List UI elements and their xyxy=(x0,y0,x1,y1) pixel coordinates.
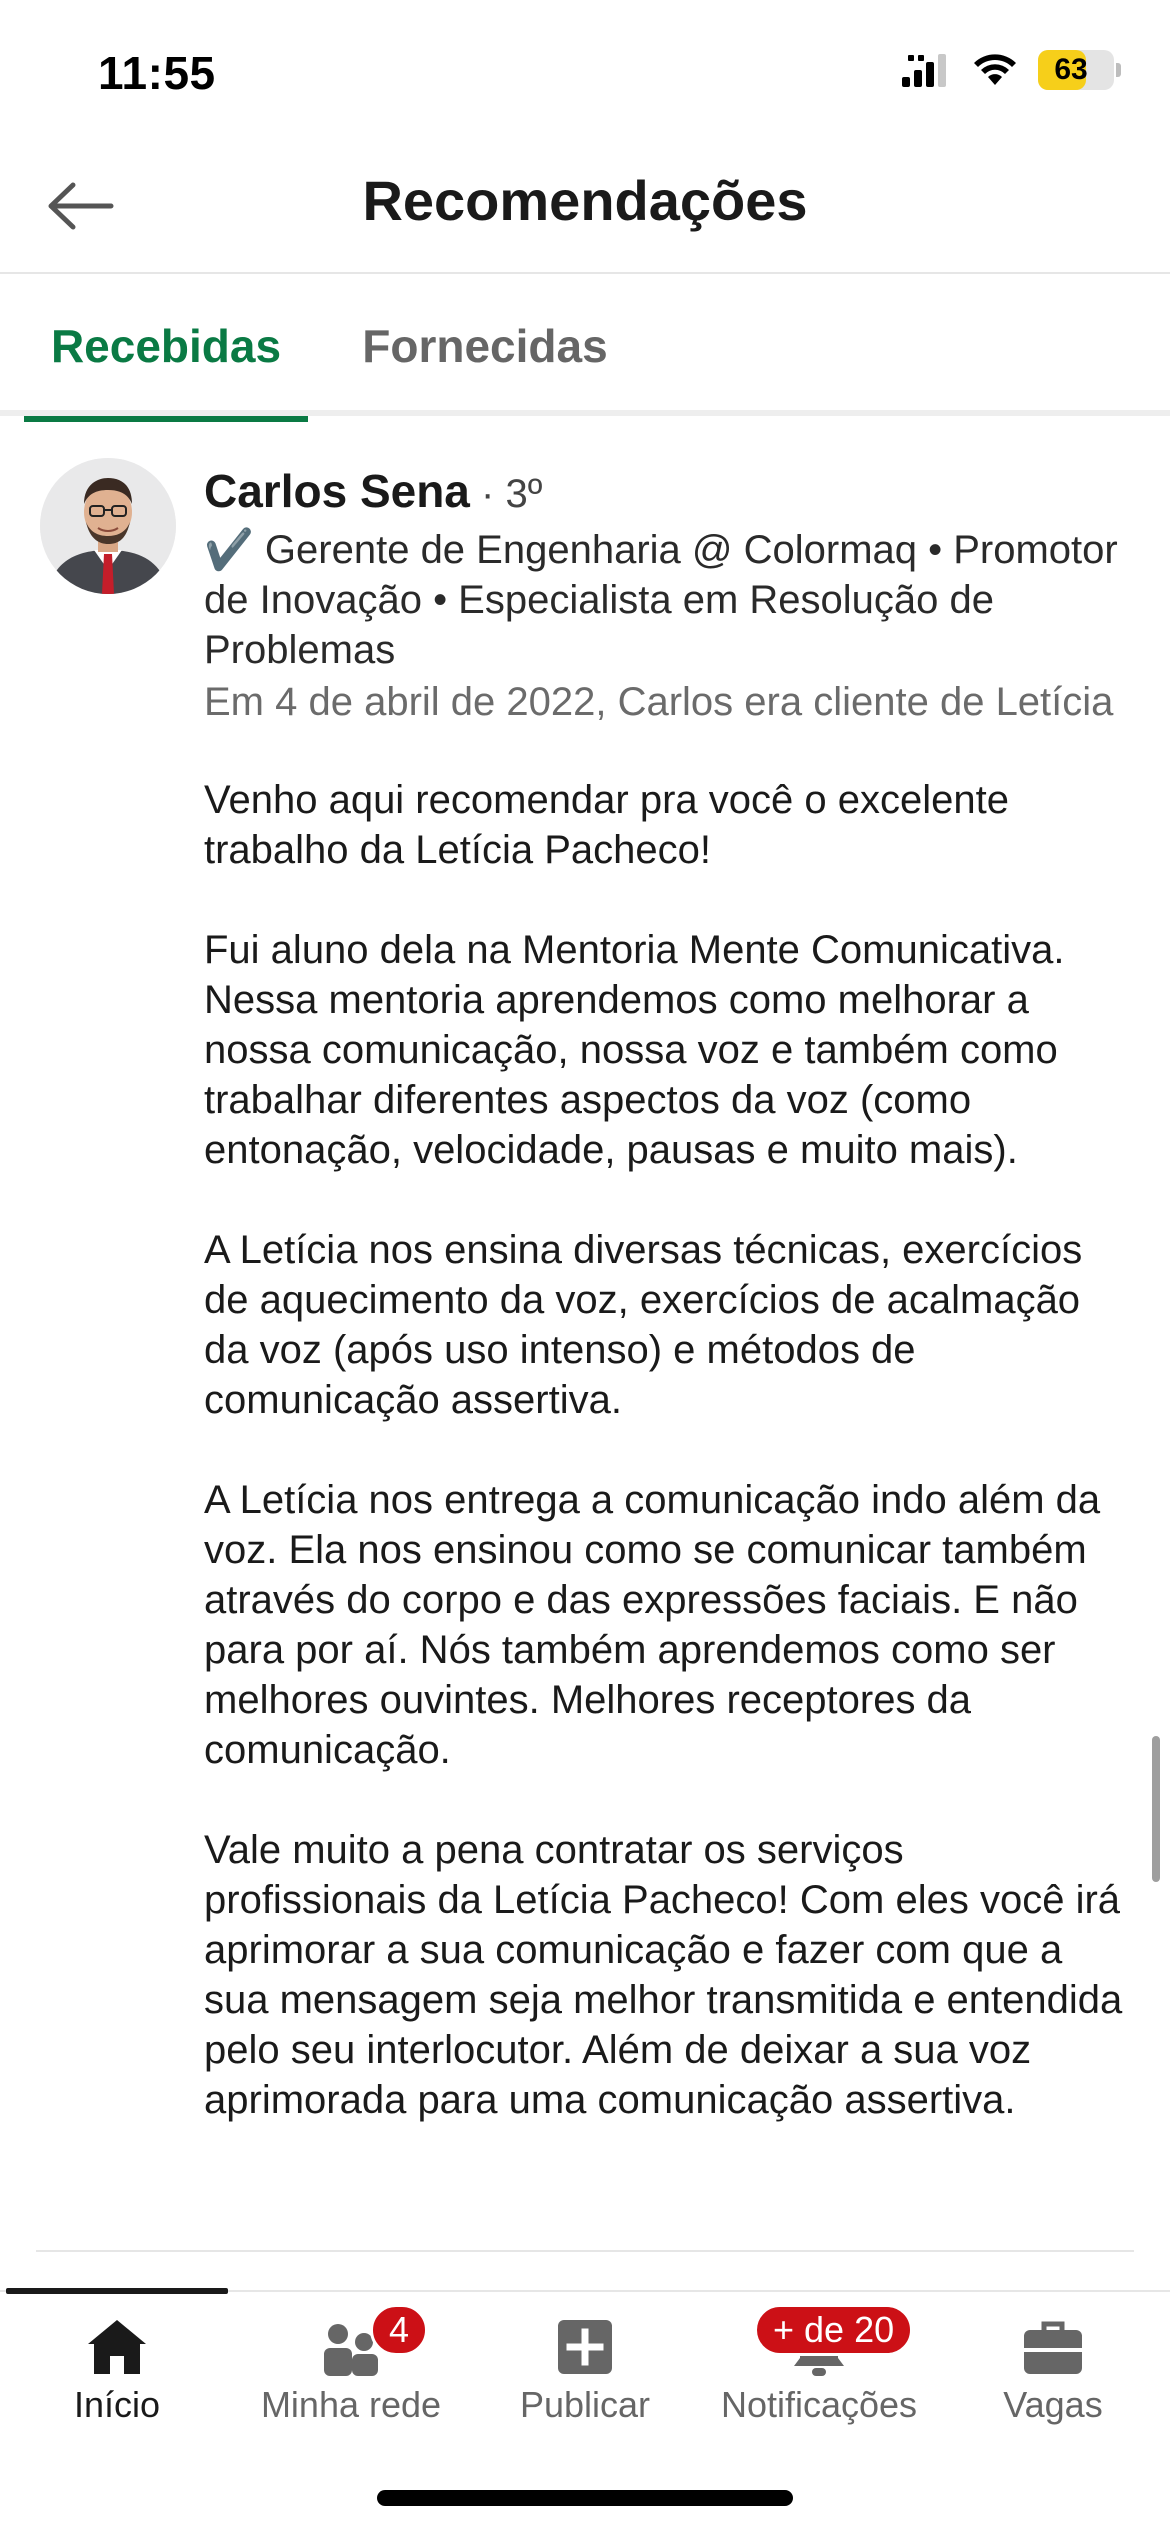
author-name[interactable]: Carlos Sena xyxy=(204,465,470,517)
page-title: Recomendações xyxy=(362,169,808,232)
home-indicator xyxy=(377,2490,793,2506)
recommendation-paragraph: A Letícia nos entrega a comunicação indo além da voz. Ela nos ensinou como se comunicar também através do corpo e das expressões faciais. E não para por aí. Nós também aprendemos como ser melhores ouvintes. Melhores receptores da comunicação. xyxy=(204,1478,1101,1772)
tab-received[interactable]: Recebidas xyxy=(24,276,308,416)
recommendation-paragraph: Fui aluno dela na Mentoria Mente Comunicativa. Nessa mentoria aprendemos como melhorar a nossa comunicação, nossa voz e também como trabalhar diferentes aspectos da voz (como entonação, velocidade, pausas e muito mais). xyxy=(204,928,1065,1172)
recommendation-paragraph: A Letícia nos ensina diversas técnicas, exercícios de aquecimento da voz, exercícios de acalmação da voz (após uso intenso) e métodos de comunicação assertiva. xyxy=(204,1228,1083,1422)
status-time: 11:55 xyxy=(98,47,216,99)
nav-notifications[interactable] xyxy=(702,2292,936,2442)
briefcase-icon xyxy=(1018,2312,1088,2382)
author-line xyxy=(204,462,1134,523)
nav-label: Notificações xyxy=(720,2384,918,2425)
battery-icon xyxy=(1038,50,1114,90)
nav-label: Minha rede xyxy=(260,2384,442,2425)
recommendation-card xyxy=(0,422,1170,2252)
network-badge: 4 xyxy=(370,2304,428,2356)
status-icons xyxy=(902,50,1114,90)
nav-label: Início xyxy=(73,2384,161,2425)
avatar-image xyxy=(40,458,176,594)
connection-degree: · 3º xyxy=(469,472,543,516)
wifi-icon xyxy=(972,53,1018,87)
status-bar xyxy=(0,0,1170,140)
plus-square-icon xyxy=(550,2312,620,2382)
battery-tip xyxy=(1116,63,1121,77)
avatar[interactable] xyxy=(40,458,176,594)
tab-bar xyxy=(0,276,1170,416)
signal-icon xyxy=(902,53,952,87)
nav-label: Publicar xyxy=(519,2384,651,2425)
recommendation-text xyxy=(204,775,1134,2125)
recommendation-paragraph: Venho aqui recomendar pra você o excelente trabalho da Letícia Pacheco! xyxy=(204,778,1009,872)
page-header xyxy=(0,140,1170,274)
battery-level: 63 xyxy=(1054,53,1088,86)
author-headline: ✔️ Gerente de Engenharia @ Colormaq • Promotor de Inovação • Especialista em Resolução de Problemas xyxy=(204,528,1118,672)
nav-post[interactable] xyxy=(468,2292,702,2442)
nav-jobs[interactable] xyxy=(936,2292,1170,2442)
card-divider xyxy=(36,2250,1134,2252)
relationship-text: Em 4 de abril de 2022, Carlos era cliente de Letícia xyxy=(204,680,1114,724)
tab-given[interactable]: Fornecidas xyxy=(362,320,608,372)
nav-my-network[interactable] xyxy=(234,2292,468,2442)
home-icon xyxy=(82,2312,152,2382)
notifications-badge: + de 20 xyxy=(754,2304,913,2356)
recommendation-paragraph: Vale muito a pena contratar os serviços profissionais da Letícia Pacheco! Com eles você irá aprimorar a sua comunicação e fazer com que a sua mensagem seja melhor transmitida e entendida pelo seu interlocutor. Além de deixar a sua voz aprimorada para uma comunicação assertiva. xyxy=(204,1828,1123,2122)
nav-label: Vagas xyxy=(1003,2384,1103,2425)
recommendation-content xyxy=(204,462,1134,2125)
scrollbar[interactable] xyxy=(1152,1736,1160,1882)
nav-home[interactable] xyxy=(0,2292,234,2442)
